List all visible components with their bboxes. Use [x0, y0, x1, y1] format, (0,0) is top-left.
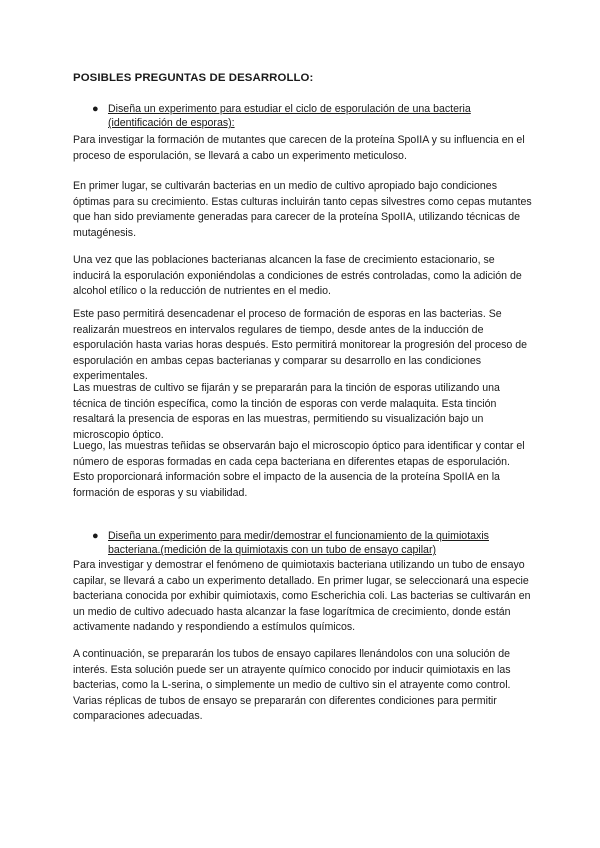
paragraph: Luego, las muestras teñidas se observarán bajo el microscopio óptico para identificar y contar el número de esporas formadas en cada cepa bacteriana en diferentes etapas de esporulación. Esto proporcionará información sobre el impacto de la ausencia de la proteína SpoIIA en la formación de esporas y su viabilidad.	[73, 440, 525, 499]
paragraph: En primer lugar, se cultivarán bacterias en un medio de cultivo apropiado bajo condiciones óptimas para su crecimiento. Estas culturas incluirán tanto cepas silvestres como cepas mutantes que han sido previamente generadas para carecer de la proteína SpoIIA, utilizando técnicas de mutagénesis.	[73, 180, 532, 239]
bullet-dot-icon: ●	[92, 530, 99, 542]
paragraph: Las muestras de cultivo se fijarán y se prepararán para la tinción de esporas utilizando una técnica de tinción específica, como la tinción de esporas con verde malaquita. Esta tinción resaltará la presencia de esporas en las muestras, permitiendo su visualización bajo un microscopio óptico.	[73, 382, 500, 441]
paragraph: Una vez que las poblaciones bacterianas alcancen la fase de crecimiento estacionario, se inducirá la esporulación exponiéndolas a condiciones de estrés controladas, como la adición de alcohol etílico o la reducción de nutrientes en el medio.	[73, 254, 522, 297]
paragraph: A continuación, se prepararán los tubos de ensayo capilares llenándolos con una solución de interés. Esta solución puede ser un atrayente químico conocido por inducir quimiotaxis en las bacterias, como la L-serina, o simplemente un medio de cultivo sin el atrayente como control. Varias réplicas de tubos de ensayo se prepararán con diferentes condiciones para permitir comparaciones adecuadas.	[73, 648, 511, 722]
section-1-bullet	[92, 102, 512, 132]
paragraph: Este paso permitirá desencadenar el proceso de formación de esporas en las bacterias. Se realizarán muestreos en intervalos regulares de tiempo, desde antes de la inducción de esporulación hasta varias horas después. Esto permitirá monitorear la progresión del proceso de esporulación en ambas cepas bacterianas y comparar su desarrollo en las condiciones experimentales.	[73, 308, 528, 382]
section-1-heading: Diseña un experimento para estudiar el ciclo de esporulación de una bacteria (identificación de esporas):	[108, 103, 471, 129]
section-2-heading: Diseña un experimento para medir/demostrar el funcionamiento de la quimiotaxis bacteriana.(medición de la quimiotaxis con un tubo de ensayo capilar)	[108, 530, 489, 556]
paragraph: Para investigar y demostrar el fenómeno de quimiotaxis bacteriana utilizando un tubo de ensayo capilar, se llevará a cabo un experimento detallado. En primer lugar, se seleccionará una especie bacteriana conocida por exhibir quimiotaxis, como Escherichia coli. Las bacterias se cultivarán en un medio de cultivo adecuado hasta alcanzar la fase logarítmica de crecimiento, donde están activamente nadando y respondiendo a estímulos químicos.	[73, 559, 531, 633]
bullet-dot-icon: ●	[92, 103, 99, 115]
section-2-bullet	[92, 529, 512, 559]
paragraph: Para investigar la formación de mutantes que carecen de la proteína SpoIIA y su influencia en el proceso de esporulación, se llevará a cabo un experimento meticuloso.	[73, 134, 525, 162]
page-title: POSIBLES PREGUNTAS DE DESARROLLO:	[73, 72, 314, 84]
